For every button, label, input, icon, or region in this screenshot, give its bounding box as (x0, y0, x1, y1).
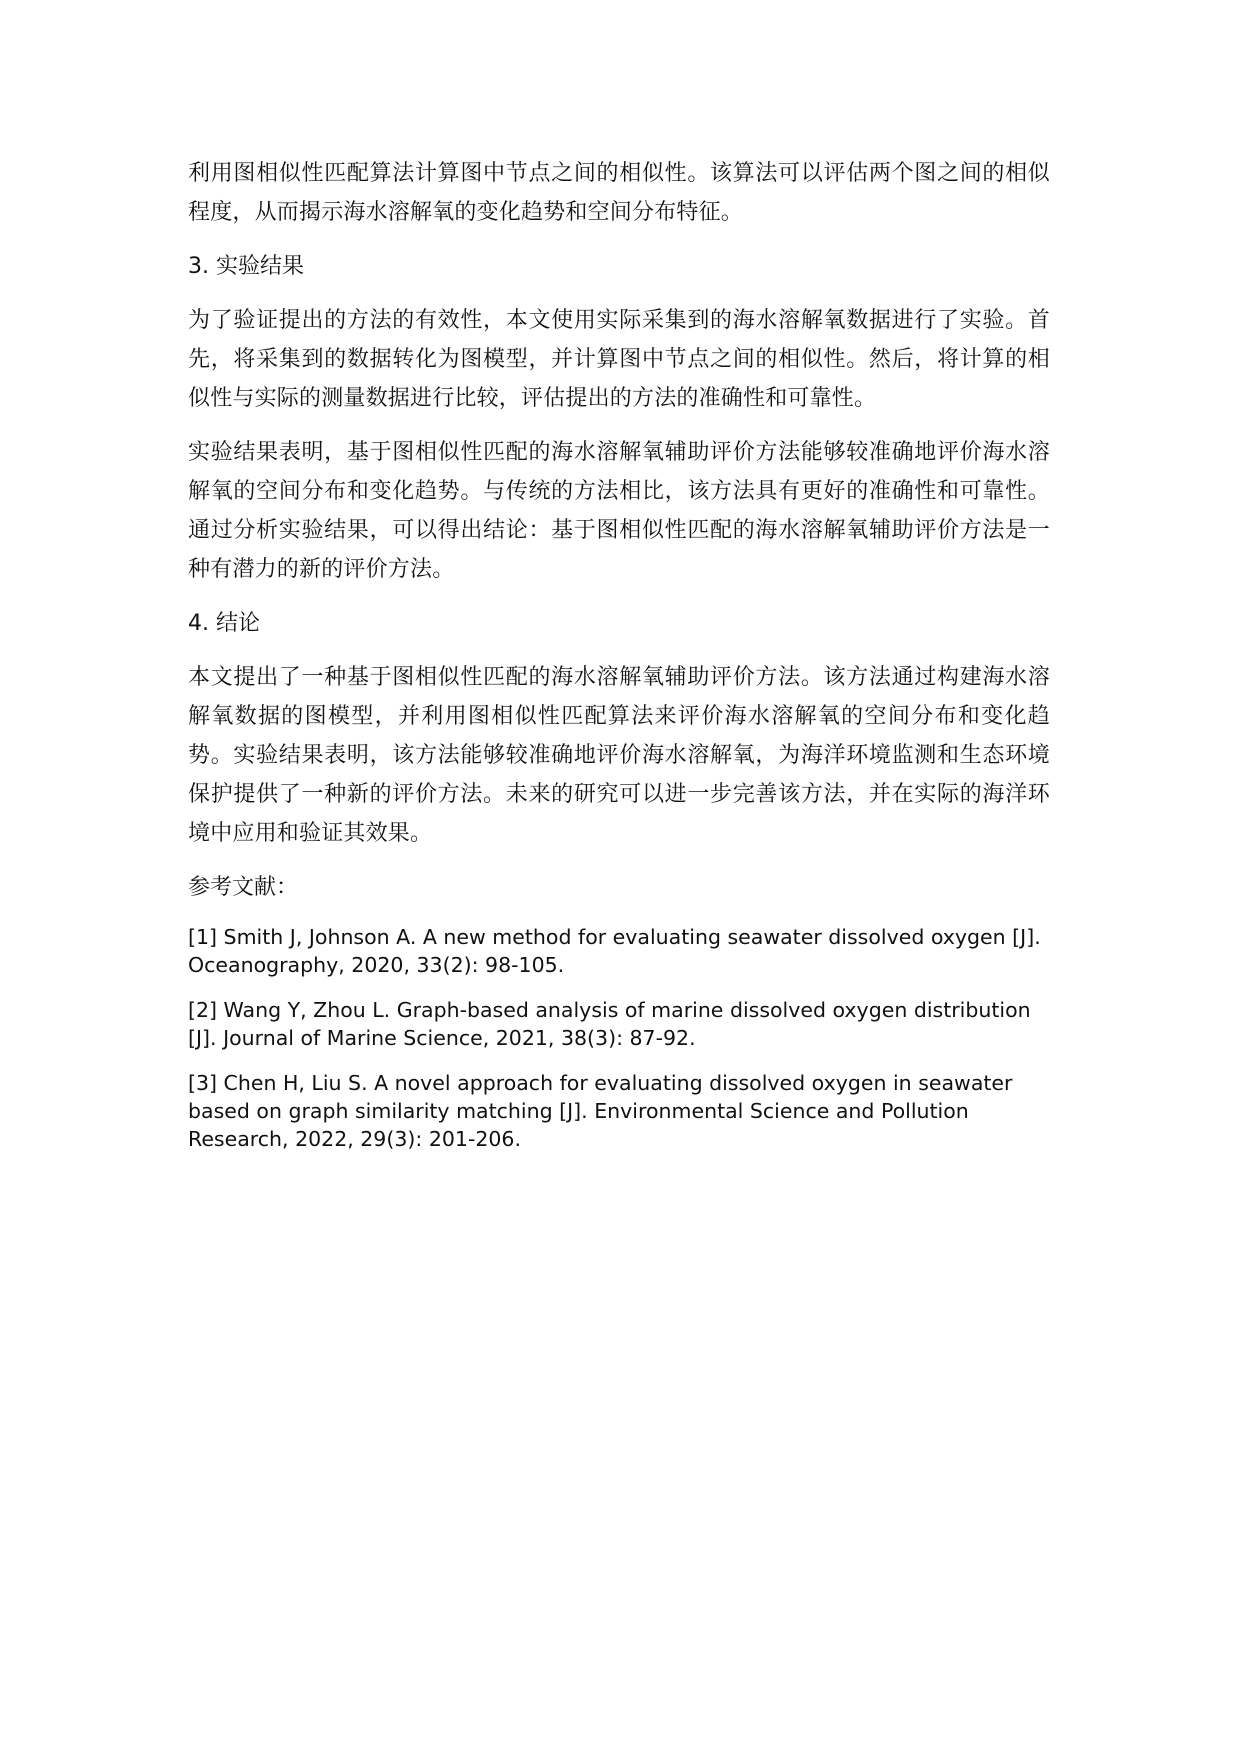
paragraph-experiment-setup: 为了验证提出的方法的有效性，本文使用实际采集到的海水溶解氧数据进行了实验。首先，将采集到的数据转化为图模型，并计算图中节点之间的相似性。然后，将计算的相似性与实际的测量数据进行比较，评估提出的方法的准确性和可靠性。 (188, 308, 1050, 411)
document-body (188, 154, 1050, 1170)
paragraph-experiment-findings: 实验结果表明，基于图相似性匹配的海水溶解氧辅助评价方法能够较准确地评价海水溶解氧的空间分布和变化趋势。与传统的方法相比，该方法具有更好的准确性和可靠性。通过分析实验结果，可以得出结论：基于图相似性匹配的海水溶解氧辅助评价方法是一种有潜力的新的评价方法。 (188, 440, 1050, 582)
reference-item: [1] Smith J, Johnson A. A new method for evaluating seawater dissolved oxygen [J]. Oceanography, 2020, 33(2): 98-105. (188, 925, 1041, 977)
references-title: 参考文献： (188, 875, 299, 900)
section-heading-experiment-results: 3. 实验结果 (188, 254, 304, 279)
paragraph-conclusion: 本文提出了一种基于图相似性匹配的海水溶解氧辅助评价方法。该方法通过构建海水溶解氧数据的图模型，并利用图相似性匹配算法来评价海水溶解氧的空间分布和变化趋势。实验结果表明，该方法能够较准确地评价海水溶解氧，为海洋环境监测和生态环境保护提供了一种新的评价方法。未来的研究可以进一步完善该方法，并在实际的海洋环境中应用和验证其效果。 (188, 665, 1050, 846)
reference-item: [2] Wang Y, Zhou L. Graph-based analysis of marine dissolved oxygen distribution [J]. Journal of Marine Science, 2021, 38(3): 87-92. (188, 998, 1031, 1050)
references-list (188, 923, 1050, 1153)
paragraph-method-continuation: 利用图相似性匹配算法计算图中节点之间的相似性。该算法可以评估两个图之间的相似程度，从而揭示海水溶解氧的变化趋势和空间分布特征。 (188, 161, 1050, 225)
section-heading-conclusion: 4. 结论 (188, 611, 260, 636)
reference-item: [3] Chen H, Liu S. A novel approach for evaluating dissolved oxygen in seawater based on graph similarity matching [J]. Environmental Science and Pollution Research, 2022, 29(3): 201-206. (188, 1071, 1013, 1151)
